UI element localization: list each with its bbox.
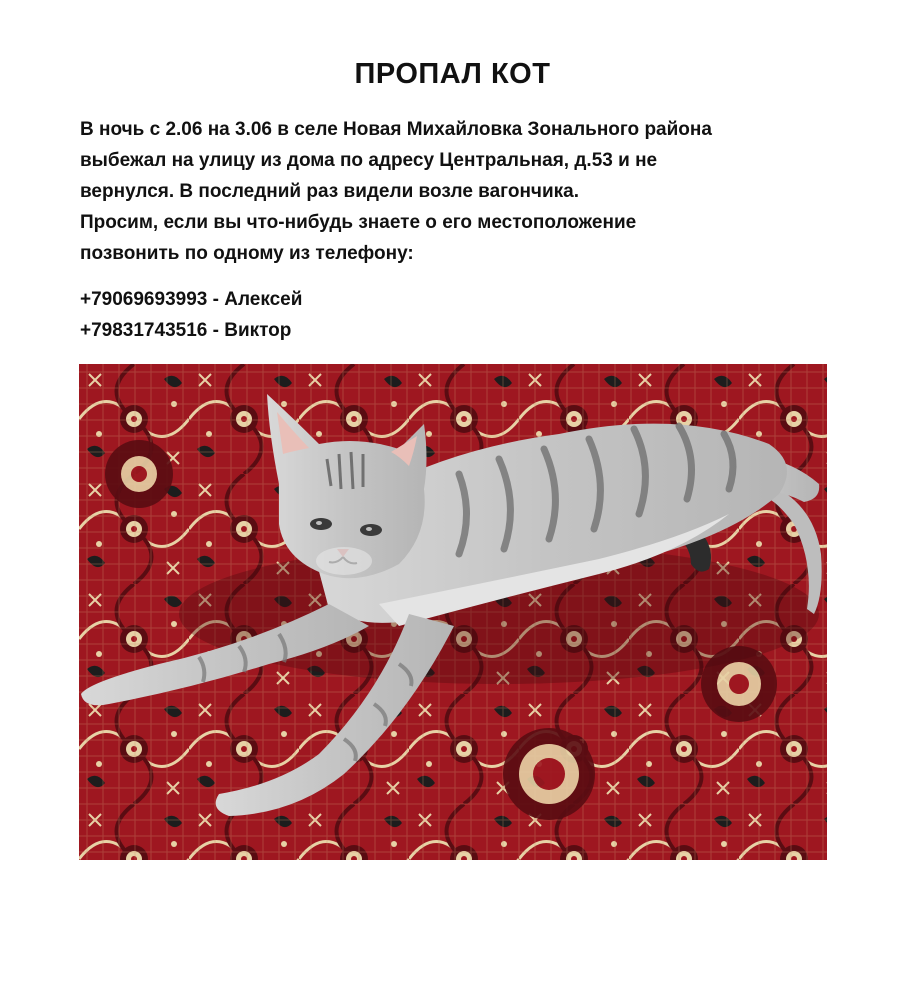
description-line: выбежал на улицу из дома по адресу Центральная, д.53 и не <box>80 150 658 171</box>
cat-photo <box>79 364 827 860</box>
description-line: вернулся. В последний раз видели возле вагончика. <box>80 181 579 202</box>
description-line: позвонить по одному из телефону: <box>80 243 414 264</box>
contact-list <box>80 284 840 346</box>
description-line: В ночь с 2.06 на 3.06 в селе Новая Михайловка Зонального района <box>80 119 712 140</box>
poster-title: ПРОПАЛ КОТ <box>354 58 551 90</box>
description-line: Просим, если вы что-нибудь знаете о его местоположение <box>80 212 637 233</box>
contact-phone-viktor[interactable]: +79831743516 - Виктор <box>80 320 292 341</box>
contact-phone-aleksey[interactable]: +79069693993 - Алексей <box>80 289 303 310</box>
poster-description <box>80 114 840 269</box>
